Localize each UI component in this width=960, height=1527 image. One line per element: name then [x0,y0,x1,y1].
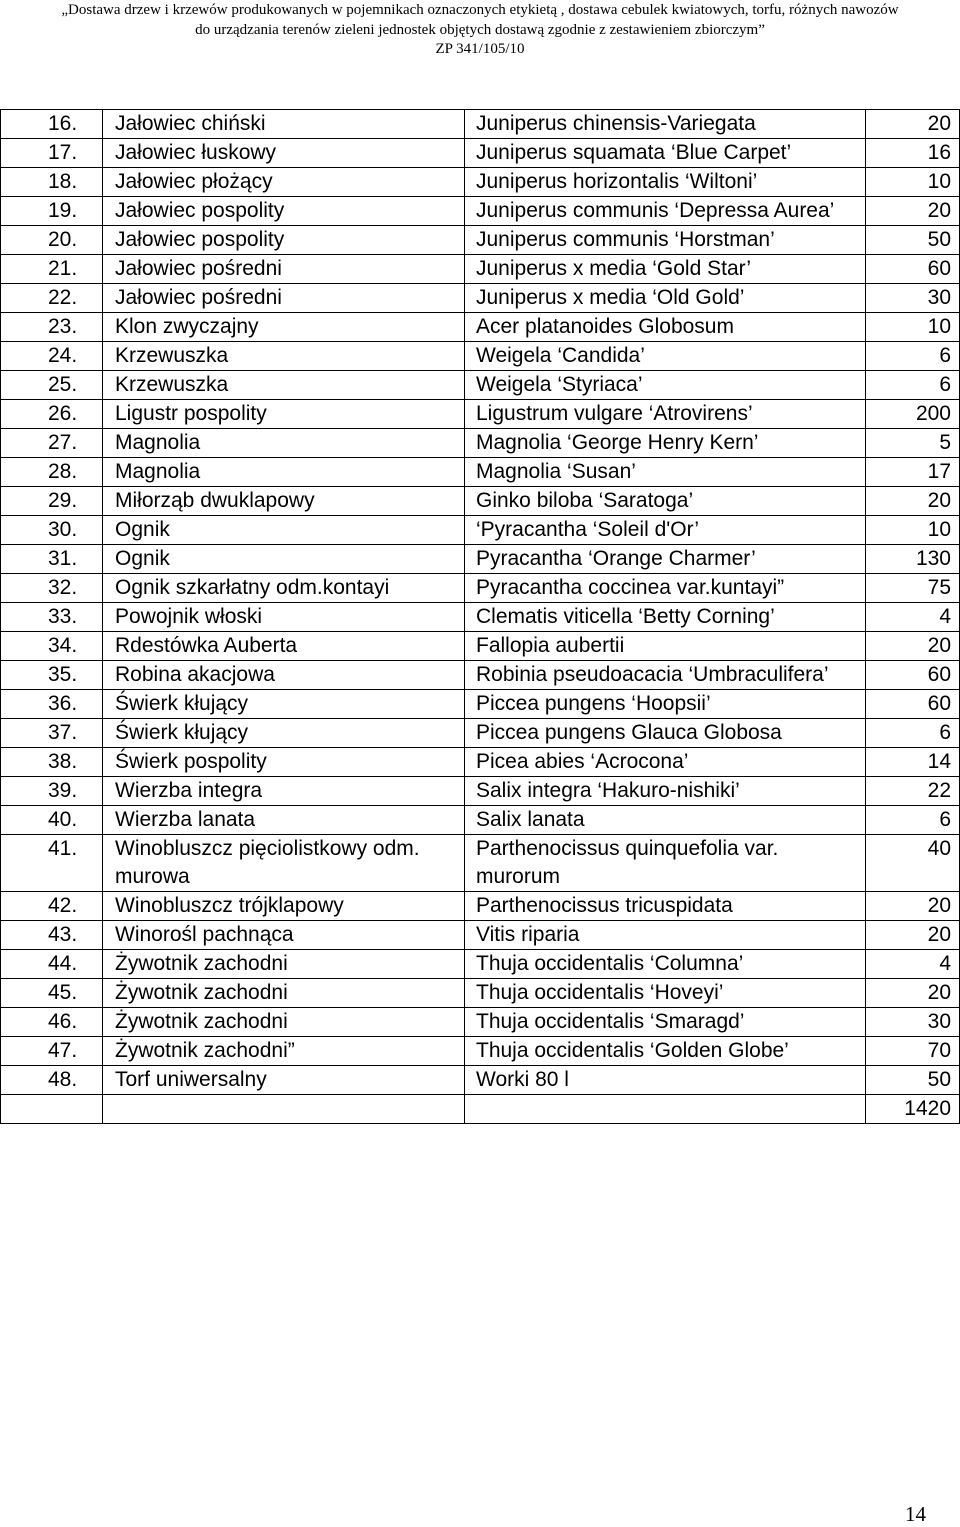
quantity: 60 [866,255,960,284]
quantity: 30 [866,1008,960,1037]
quantity: 130 [866,545,960,574]
row-number: 37. [1,719,103,748]
row-number: 27. [1,429,103,458]
latin-name: Salix lanata [465,806,866,835]
polish-name: Świerk pospolity [103,748,465,777]
polish-name: Jałowiec chiński [103,110,465,139]
latin-name: Magnolia ‘Susan’ [465,458,866,487]
quantity: 20 [866,921,960,950]
latin-name: Ligustrum vulgare ‘Atrovirens’ [465,400,866,429]
row-number: 22. [1,284,103,313]
row-number: 23. [1,313,103,342]
row-number: 46. [1,1008,103,1037]
table-row [1,950,960,979]
total-empty-num [1,1095,103,1124]
quantity: 10 [866,313,960,342]
table-row [1,777,960,806]
row-number: 41. [1,835,103,892]
row-number: 20. [1,226,103,255]
quantity: 4 [866,603,960,632]
table-row [1,284,960,313]
polish-name: Miłorząb dwuklapowy [103,487,465,516]
quantity: 10 [866,168,960,197]
table-row [1,313,960,342]
quantity: 200 [866,400,960,429]
quantity: 6 [866,371,960,400]
row-number: 39. [1,777,103,806]
table-row [1,661,960,690]
table-row [1,342,960,371]
table-row [1,139,960,168]
total-empty-pl [103,1095,465,1124]
document-header [0,0,960,60]
row-number: 31. [1,545,103,574]
header-line-1: „Dostawa drzew i krzewów produkowanych w pojemnikach oznaczonych etykietą , dostawa cebulek kwiatowych, torfu, różnych nawozów [61,2,899,18]
quantity: 50 [866,226,960,255]
table-row [1,690,960,719]
quantity: 5 [866,429,960,458]
plants-table [0,109,960,1124]
latin-name: Juniperus x media ‘Old Gold’ [465,284,866,313]
quantity: 20 [866,197,960,226]
row-number: 24. [1,342,103,371]
latin-name: Piccea pungens Glauca Globosa [465,719,866,748]
polish-name: Jałowiec pospolity [103,226,465,255]
latin-name: ‘Pyracantha ‘Soleil d'Or’ [465,516,866,545]
row-number: 34. [1,632,103,661]
quantity: 20 [866,110,960,139]
table-row [1,603,960,632]
table-row [1,458,960,487]
row-number: 19. [1,197,103,226]
polish-name: Winobluszcz trójklapowy [103,892,465,921]
latin-name: Weigela ‘Candida’ [465,342,866,371]
quantity: 10 [866,516,960,545]
row-number: 26. [1,400,103,429]
table-row [1,487,960,516]
latin-name: Pyracantha coccinea var.kuntayi” [465,574,866,603]
polish-name: Jałowiec pospolity [103,197,465,226]
quantity: 14 [866,748,960,777]
quantity: 75 [866,574,960,603]
quantity: 20 [866,979,960,1008]
quantity: 60 [866,661,960,690]
row-number: 32. [1,574,103,603]
table-row [1,255,960,284]
polish-name: Winobluszcz pięciolistkowy odm. murowa [103,835,465,892]
table-row [1,1037,960,1066]
latin-name: Juniperus communis ‘Horstman’ [465,226,866,255]
total-quantity: 1420 [866,1095,960,1124]
polish-name: Jałowiec pośredni [103,284,465,313]
quantity: 20 [866,892,960,921]
row-number: 44. [1,950,103,979]
table-row [1,921,960,950]
quantity: 20 [866,632,960,661]
row-number: 42. [1,892,103,921]
latin-name: Weigela ‘Styriaca’ [465,371,866,400]
latin-name: Vitis riparia [465,921,866,950]
latin-name: Clematis viticella ‘Betty Corning’ [465,603,866,632]
latin-name: Thuja occidentalis ‘Golden Globe’ [465,1037,866,1066]
quantity: 70 [866,1037,960,1066]
table-row [1,400,960,429]
polish-name: Rdestówka Auberta [103,632,465,661]
header-line-2: do urządzania terenów zieleni jednostek objętych dostawą zgodnie z zestawieniem zbiorczym” [195,21,765,38]
table-row [1,806,960,835]
quantity: 6 [866,806,960,835]
polish-name: Powojnik włoski [103,603,465,632]
polish-name: Ligustr pospolity [103,400,465,429]
table-row [1,632,960,661]
quantity: 60 [866,690,960,719]
latin-name: Juniperus squamata ‘Blue Carpet’ [465,139,866,168]
table-row [1,110,960,139]
table-row [1,1066,960,1095]
table-row [1,719,960,748]
latin-name: Juniperus chinensis-Variegata [465,110,866,139]
table-row [1,748,960,777]
polish-name: Świerk kłujący [103,690,465,719]
row-number: 29. [1,487,103,516]
row-number: 40. [1,806,103,835]
polish-name: Ognik [103,516,465,545]
quantity: 30 [866,284,960,313]
row-number: 30. [1,516,103,545]
table-row [1,429,960,458]
latin-name: Thuja occidentalis ‘Columna’ [465,950,866,979]
polish-name: Magnolia [103,458,465,487]
polish-name: Jałowiec pośredni [103,255,465,284]
latin-name: Thuja occidentalis ‘Hoveyi’ [465,979,866,1008]
polish-name: Ognik [103,545,465,574]
latin-name: Fallopia aubertii [465,632,866,661]
latin-name: Parthenocissus tricuspidata [465,892,866,921]
row-number: 16. [1,110,103,139]
quantity: 6 [866,342,960,371]
latin-name: Juniperus communis ‘Depressa Aurea’ [465,197,866,226]
polish-name: Jałowiec łuskowy [103,139,465,168]
polish-name: Żywotnik zachodni” [103,1037,465,1066]
row-number: 18. [1,168,103,197]
latin-name: Worki 80 l [465,1066,866,1095]
plants-table-body [1,110,960,1095]
row-number: 35. [1,661,103,690]
page-number: 14 [905,1502,926,1526]
table-row [1,979,960,1008]
latin-name: Pyracantha ‘Orange Charmer’ [465,545,866,574]
table-row [1,168,960,197]
polish-name: Żywotnik zachodni [103,950,465,979]
polish-name: Wierzba lanata [103,806,465,835]
row-number: 47. [1,1037,103,1066]
polish-name: Żywotnik zachodni [103,1008,465,1037]
total-empty-lat [465,1095,866,1124]
row-number: 25. [1,371,103,400]
quantity: 40 [866,835,960,892]
polish-name: Żywotnik zachodni [103,979,465,1008]
latin-name: Magnolia ‘George Henry Kern’ [465,429,866,458]
polish-name: Ognik szkarłatny odm.kontayi [103,574,465,603]
polish-name: Świerk kłujący [103,719,465,748]
quantity: 6 [866,719,960,748]
quantity: 50 [866,1066,960,1095]
table-row [1,226,960,255]
polish-name: Klon zwyczajny [103,313,465,342]
latin-name: Parthenocissus quinquefolia var. murorum [465,835,866,892]
latin-name: Juniperus horizontalis ‘Wiltoni’ [465,168,866,197]
latin-name: Thuja occidentalis ‘Smaragd’ [465,1008,866,1037]
polish-name: Robina akacjowa [103,661,465,690]
latin-name: Robinia pseudoacacia ‘Umbraculifera’ [465,661,866,690]
row-number: 36. [1,690,103,719]
table-row [1,516,960,545]
latin-name: Salix integra ‘Hakuro-nishiki’ [465,777,866,806]
row-number: 33. [1,603,103,632]
total-row [1,1095,960,1124]
row-number: 17. [1,139,103,168]
quantity: 20 [866,487,960,516]
table-row [1,835,960,892]
polish-name: Krzewuszka [103,371,465,400]
row-number: 28. [1,458,103,487]
table-row [1,197,960,226]
table-row [1,892,960,921]
row-number: 43. [1,921,103,950]
row-number: 45. [1,979,103,1008]
quantity: 22 [866,777,960,806]
table-row [1,545,960,574]
polish-name: Jałowiec płożący [103,168,465,197]
row-number: 21. [1,255,103,284]
quantity: 17 [866,458,960,487]
latin-name: Picea abies ‘Acrocona’ [465,748,866,777]
row-number: 48. [1,1066,103,1095]
quantity: 16 [866,139,960,168]
polish-name: Wierzba integra [103,777,465,806]
row-number: 38. [1,748,103,777]
table-row [1,574,960,603]
latin-name: Piccea pungens ‘Hoopsii’ [465,690,866,719]
table-row [1,371,960,400]
quantity: 4 [866,950,960,979]
latin-name: Juniperus x media ‘Gold Star’ [465,255,866,284]
polish-name: Winorośl pachnąca [103,921,465,950]
header-line-3: ZP 341/105/10 [435,41,525,57]
latin-name: Ginko biloba ‘Saratoga’ [465,487,866,516]
latin-name: Acer platanoides Globosum [465,313,866,342]
polish-name: Torf uniwersalny [103,1066,465,1095]
table-row [1,1008,960,1037]
polish-name: Krzewuszka [103,342,465,371]
polish-name: Magnolia [103,429,465,458]
